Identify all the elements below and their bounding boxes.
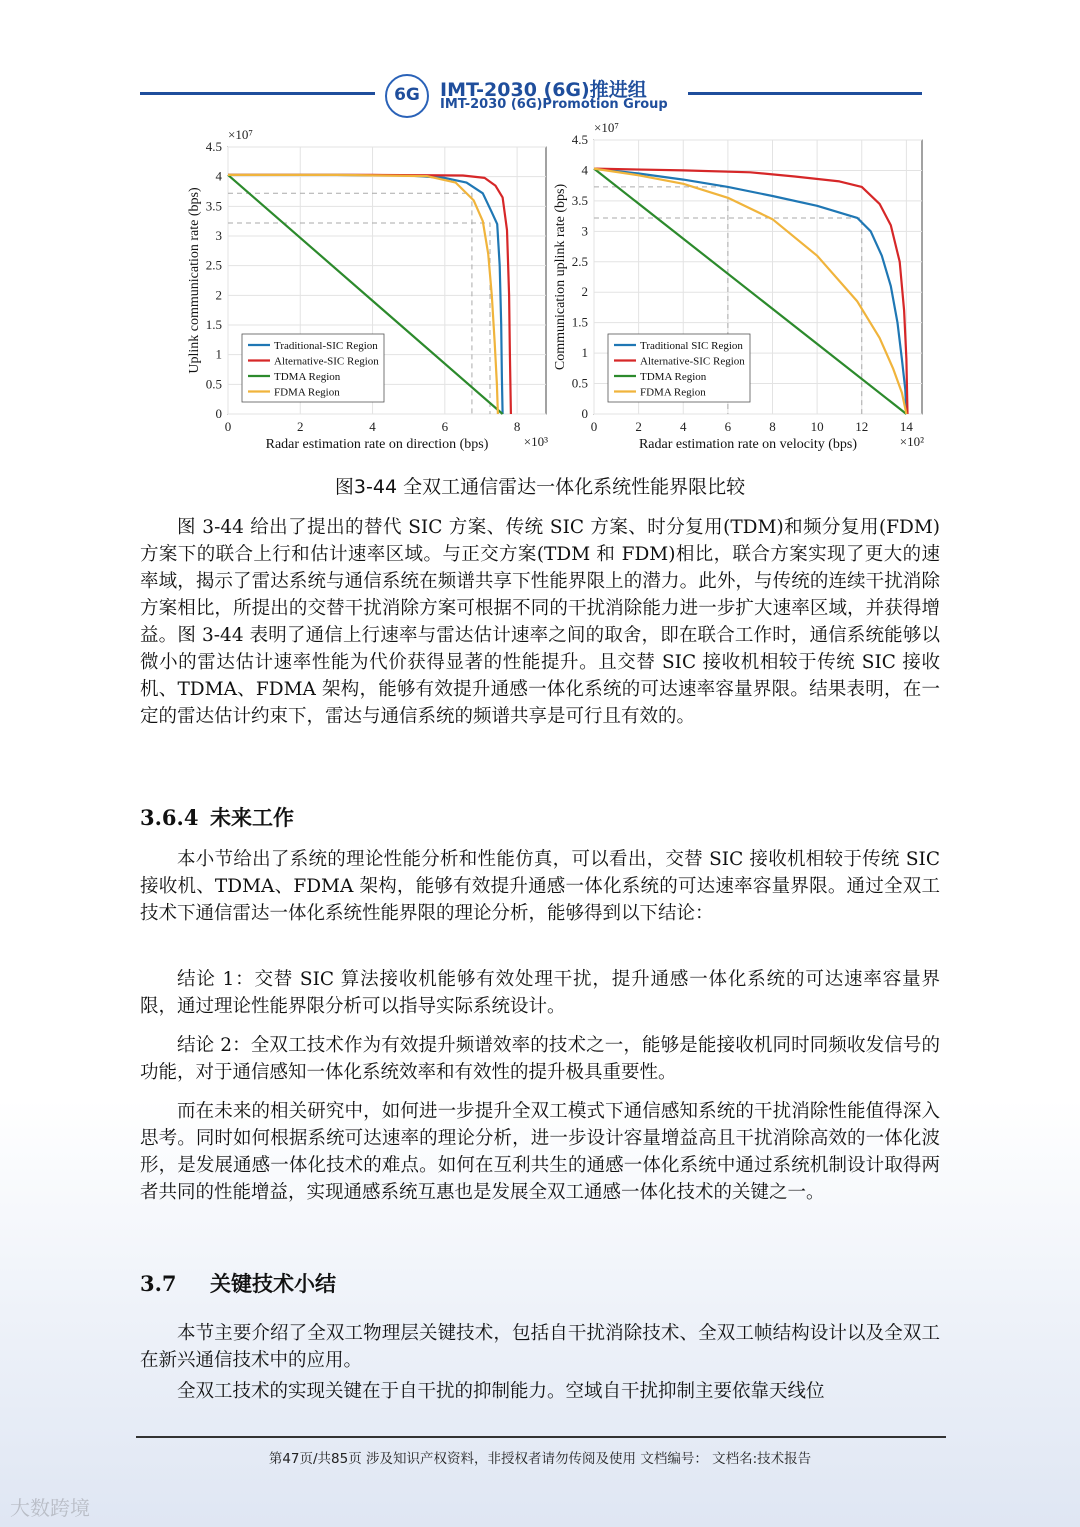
x-tick-label: 0	[590, 419, 598, 434]
y-tick-label: 1	[581, 345, 588, 361]
imt-2030-logo	[385, 74, 429, 118]
y-tick-label: 3	[581, 223, 588, 239]
section-number: 3.6.4	[140, 805, 199, 830]
y-tick-label: 4	[215, 168, 222, 184]
y-tick-label: 2.5	[205, 257, 222, 273]
x-tick-label: 6	[441, 419, 449, 434]
y-exponent-label: ×10⁷	[594, 120, 619, 135]
page-header	[0, 0, 1080, 130]
x-tick-label: 4	[369, 419, 376, 434]
paragraph-conclusion-2: 结论 2：全双工技术作为有效提升频谱效率的技术之一，能够是能接收机同时同频收发信号的功能，对于通信感知一体化系统效率和有效性的提升极具重要性。	[140, 1035, 940, 1083]
y-tick-label: 2.5	[571, 253, 588, 269]
y-tick-label: 1	[215, 346, 222, 362]
y-tick-label: 3.5	[571, 192, 588, 208]
header-subtitle: IMT-2030 (6G)Promotion Group	[440, 97, 668, 112]
y-tick-label: 0.5	[205, 376, 222, 392]
section-heading-3-6-4	[140, 802, 294, 832]
x-tick-label: 8	[513, 419, 521, 434]
chart-velocity-rate-region	[550, 120, 930, 460]
y-tick-label: 0	[215, 406, 222, 421]
paragraph-future-work-intro: 本小节给出了系统的理论性能分析和性能仿真，可以看出，交替 SIC 接收机相较于传统 SIC 接收机、TDMA、FDMA 架构，能够有效提升通感一体化系统的可达速率容量界限。通过全双工技术下通信雷达一体化系统性能界限的理论分析，能够得到以下结论：	[140, 849, 940, 924]
paragraph-summary: 本节主要介绍了全双工物理层关键技术，包括自干扰消除技术、全双工帧结构设计以及全双工在新兴通信技术中的应用。	[140, 1323, 940, 1371]
x-tick-label: 2	[635, 419, 642, 434]
x-tick-label: 8	[769, 419, 776, 434]
y-tick-label: 0.5	[571, 375, 588, 391]
y-tick-label: 2	[215, 287, 222, 303]
y-tick-label: 1.5	[205, 317, 222, 332]
section-number: 3.7	[140, 1271, 177, 1296]
y-tick-label: 3.5	[205, 198, 222, 214]
x-exponent-label: ×10²	[899, 434, 924, 449]
y-tick-label: 4	[581, 162, 588, 178]
page-footer: 第47页/共85页 涉及知识产权资料，非授权者请勿传阅及使用 文档编号： 文档名:技术报告	[268, 1451, 812, 1467]
legend-entry: Alternative-SIC Region	[274, 355, 379, 368]
x-tick-label: 6	[724, 419, 732, 434]
y-axis-label: Uplink communication rate (bps)	[187, 187, 202, 374]
x-tick-label: 12	[855, 419, 869, 434]
section-title: 未来工作	[210, 805, 294, 830]
header-rule-right	[688, 92, 922, 95]
footer-rule	[136, 1436, 946, 1438]
figure-caption: 图3-44 全双工通信雷达一体化系统性能界限比较	[334, 476, 746, 498]
legend-entry: TDMA Region	[640, 371, 707, 383]
section-heading-3-7	[140, 1268, 336, 1298]
x-tick-label: 2	[297, 419, 304, 434]
legend-entry: TDMA Region	[274, 371, 341, 383]
y-tick-label: 4.5	[205, 139, 222, 154]
x-tick-label: 4	[680, 419, 687, 434]
paragraph-summary-continued: 全双工技术的实现关键在于自干扰的抑制能力。空域自干扰抑制主要依靠天线位	[177, 1381, 825, 1402]
x-tick-label: 0	[224, 419, 232, 434]
y-exponent-label: ×10⁷	[228, 127, 253, 142]
y-tick-label: 1.5	[571, 314, 588, 330]
x-axis-label: Radar estimation rate on direction (bps)	[265, 437, 489, 452]
x-tick-label: 14	[899, 419, 913, 434]
paragraph-conclusion-1: 结论 1：交替 SIC 算法接收机能够有效处理干扰，提升通感一体化系统的可达速率容量界限，通过理论性能界限分析可以指导实际系统设计。	[140, 969, 940, 1017]
x-tick-label: 10	[810, 419, 824, 434]
logo-text: 6G	[394, 85, 420, 105]
legend-entry: Alternative-SIC Region	[640, 355, 745, 368]
y-tick-label: 3	[215, 228, 222, 243]
y-tick-label: 2	[581, 284, 588, 300]
y-tick-label: 4.5	[571, 132, 588, 147]
legend-entry: Traditional SIC Region	[640, 340, 743, 352]
header-title: IMT-2030 (6G)推进组	[440, 79, 647, 101]
legend	[242, 334, 384, 402]
x-exponent-label: ×10³	[523, 434, 548, 449]
chart-direction-rate-region	[180, 120, 555, 460]
section-title: 关键技术小结	[210, 1271, 336, 1296]
watermark-logo: 大数跨境	[10, 1496, 90, 1520]
legend-entry: Traditional-SIC Region	[274, 340, 378, 352]
legend-entry: FDMA Region	[640, 386, 706, 399]
paragraph-figure-discussion: 图 3-44 给出了提出的替代 SIC 方案、传统 SIC 方案、时分复用(TDM)和频分复用(FDM)方案下的联合上行和估计速率区域。与正交方案(TDM 和 FDM)相比，联合方案实现了更大的速率域，揭示了雷达系统与通信系统在频谱共享下性能界限上的潜力。此外，与传统的连续干扰消除方案相比，所提出的交替干扰消除方案可根据不同的干扰消除能力进一步扩大速率区域，并获得增益。图 3-44 表明了通信上行速率与雷达估计速率之间的取舍，即在联合工作时，通信系统能够以微小的雷达估计速率性能为代价获得显著的性能提升。且交替 SIC 接收机相较于传统 SIC 接收机、TDMA、FDMA 架构，能够有效提升通感一体化系统的可达速率容量界限。结果表明，在一定的雷达估计约束下，雷达与通信系统的频谱共享是可行且有效的。	[140, 517, 940, 727]
paragraph-future-research: 而在未来的相关研究中，如何进一步提升全双工模式下通信感知系统的干扰消除性能值得深入思考。同时如何根据系统可达速率的理论分析，进一步设计容量增益高且干扰消除高效的一体化波形，是发展通感一体化技术的难点。如何在互利共生的通感一体化系统中通过系统机制设计取得两者共同的性能增益，实现通感系统互惠也是发展全双工通感一体化技术的关键之一。	[140, 1101, 940, 1203]
y-axis-label: Communication uplink rate (bps)	[553, 183, 568, 371]
x-axis-label: Radar estimation rate on velocity (bps)	[638, 437, 858, 452]
y-tick-label: 0	[581, 406, 588, 421]
legend	[608, 334, 750, 402]
header-rule-left	[140, 92, 375, 95]
legend-entry: FDMA Region	[274, 386, 340, 399]
